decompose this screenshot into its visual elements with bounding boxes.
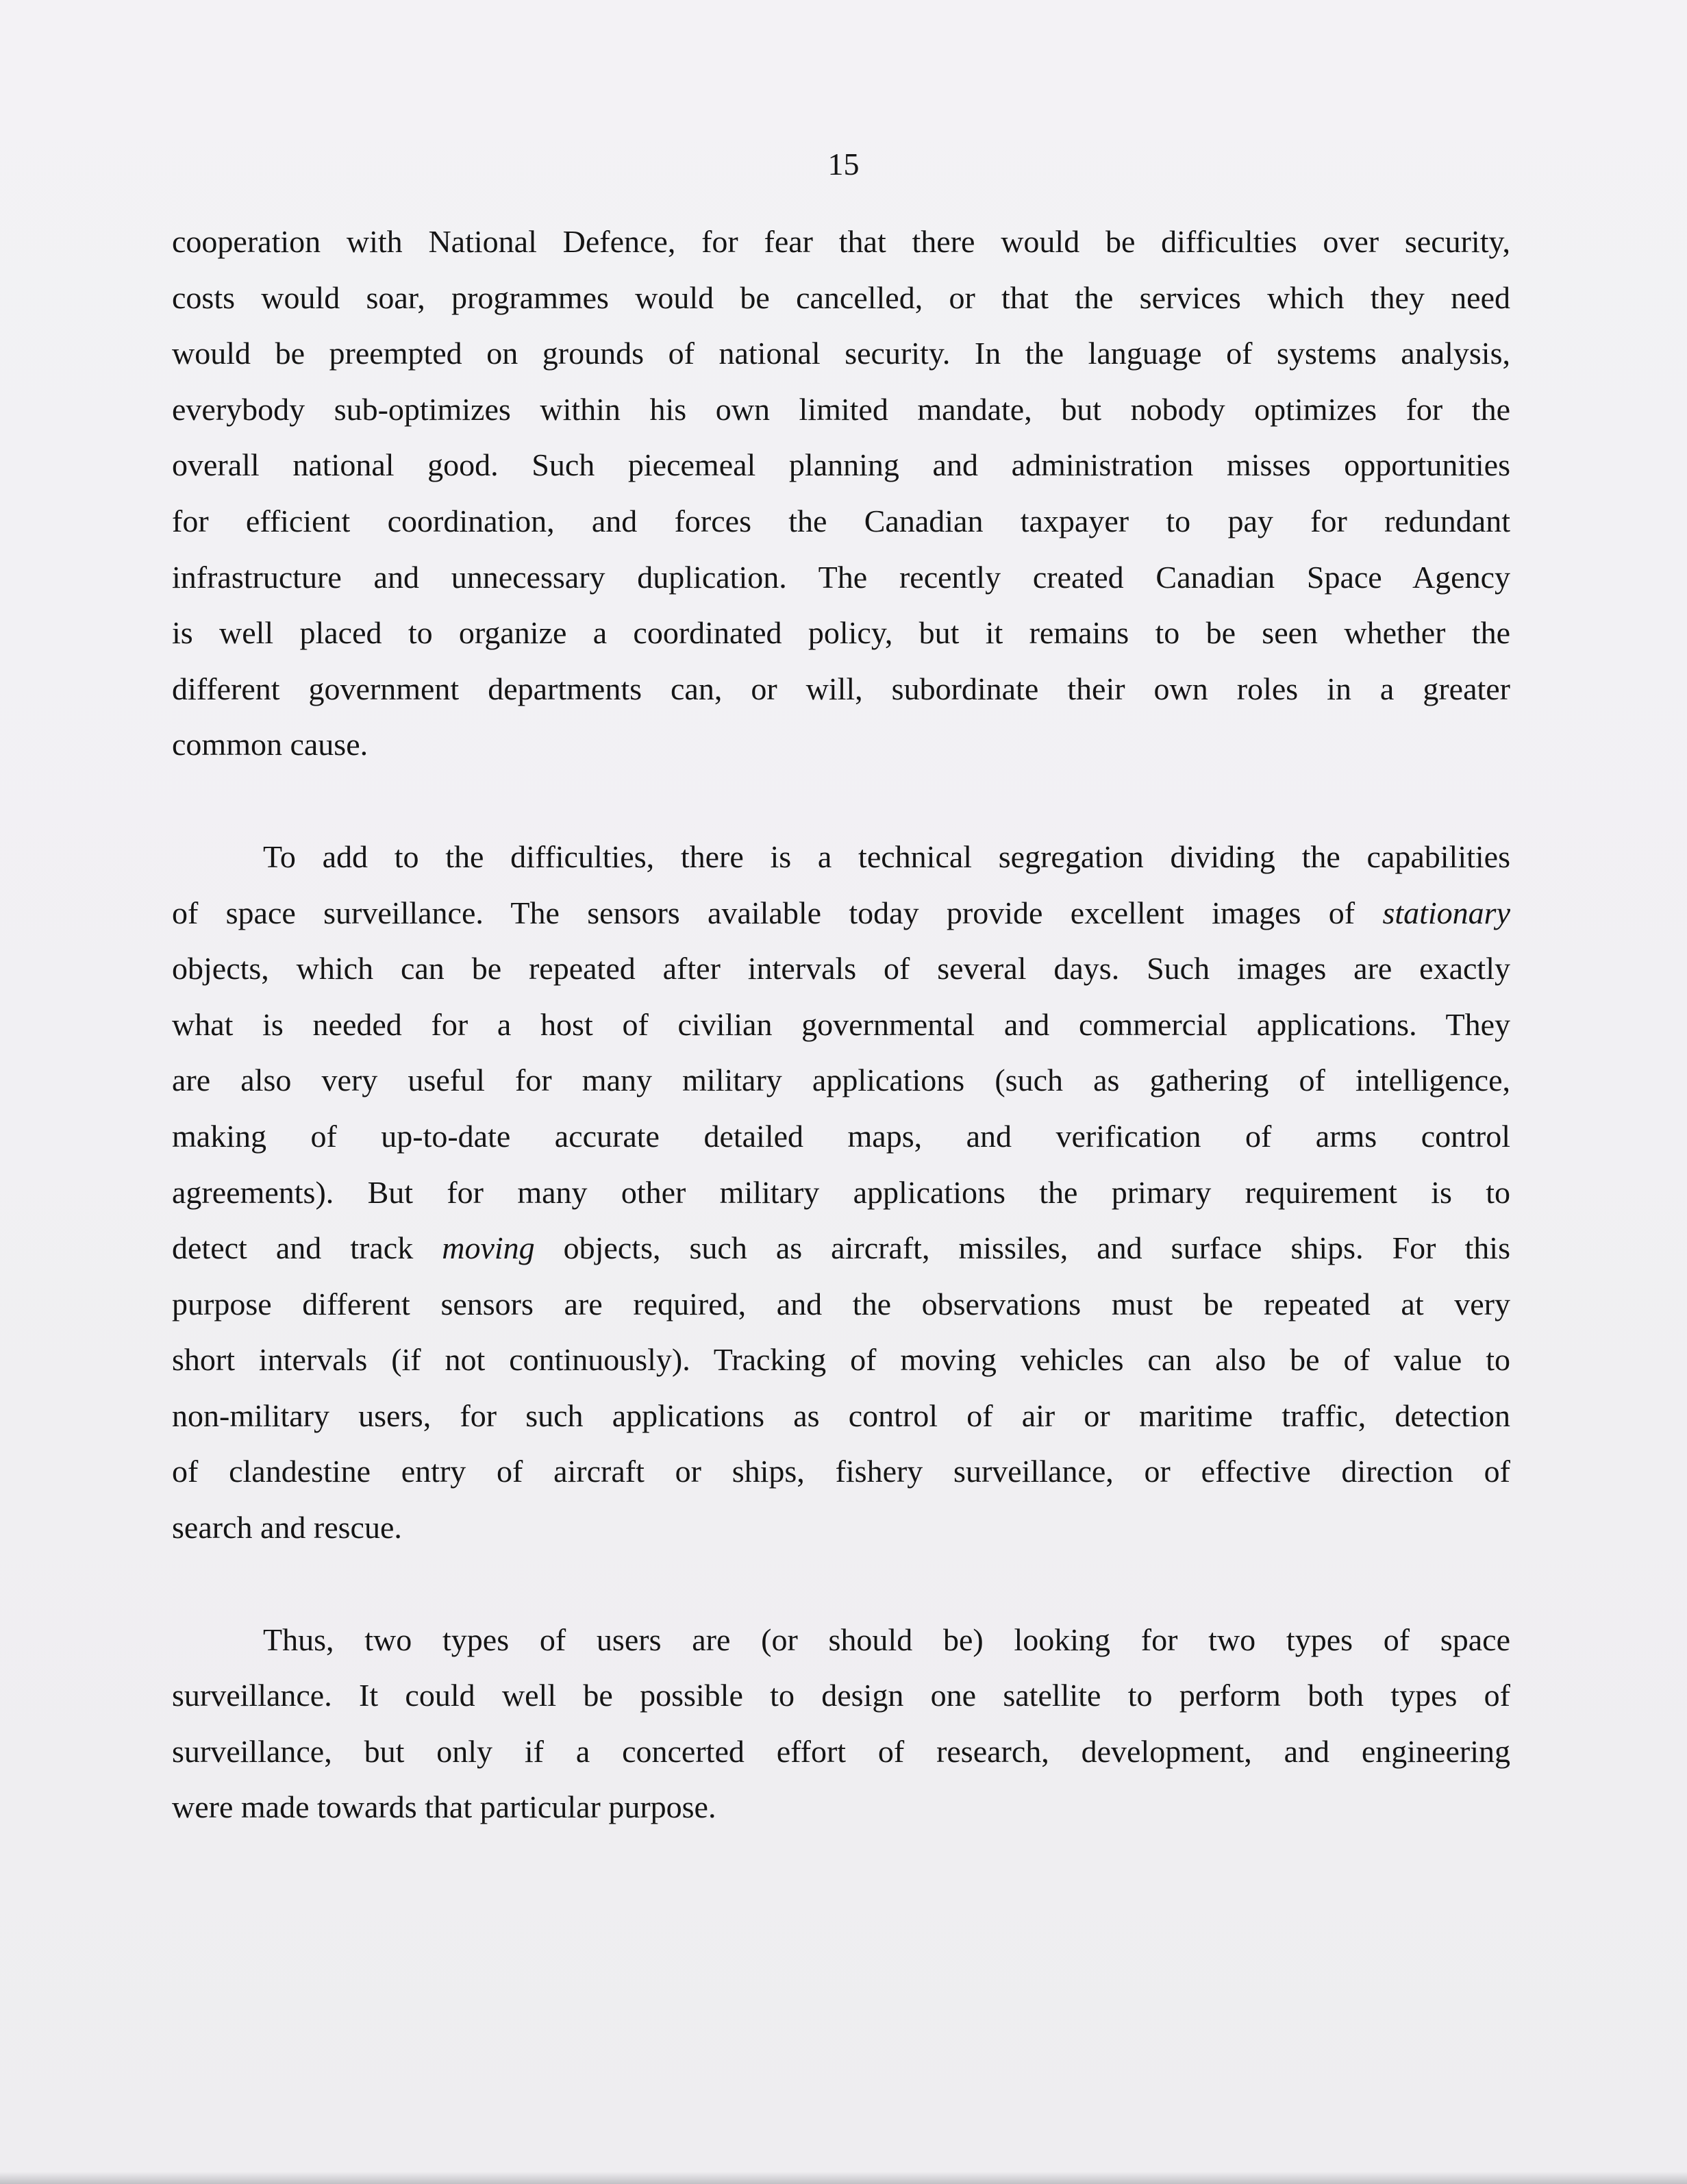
text-line: cooperation with National Defence, for fear that there would be difficulties over security, bbox=[172, 224, 1510, 259]
text-line: short intervals (if not continuously). Tracking of moving vehicles can also be of value to bbox=[172, 1342, 1510, 1378]
text-segment: of space surveillance. The sensors available today provide excellent images of bbox=[172, 895, 1383, 930]
text-line: common cause. bbox=[172, 727, 368, 762]
text-line: everybody sub-optimizes within his own limited mandate, but nobody optimizes for the bbox=[172, 391, 1510, 427]
text-line: overall national good. Such piecemeal planning and administration misses opportunities bbox=[172, 447, 1510, 483]
text-line: purpose different sensors are required, and the observations must be repeated at very bbox=[172, 1286, 1510, 1321]
text-line: agreements). But for many other military applications the primary requirement is to bbox=[172, 1174, 1510, 1210]
text-line: objects, which can be repeated after intervals of several days. Such images are exactly bbox=[172, 951, 1510, 986]
text-line: making of up-to-date accurate detailed maps, and verification of arms control bbox=[172, 1118, 1510, 1154]
text-line bbox=[172, 885, 1510, 941]
text-line bbox=[172, 1612, 1510, 1668]
paragraph-3 bbox=[172, 1612, 1510, 1835]
text-segment: To add to the difficulties, there is a technical segregation dividing the capabilities bbox=[263, 839, 1510, 874]
text-line: were made towards that particular purpose. bbox=[172, 1789, 716, 1825]
italic-term-stationary: stationary bbox=[1382, 895, 1510, 930]
italic-term-moving: moving bbox=[442, 1230, 535, 1266]
text-line: what is needed for a host of civilian governmental and commercial applications. They bbox=[172, 1006, 1510, 1042]
paragraph-1 bbox=[172, 214, 1510, 773]
text-line: would be preempted on grounds of national security. In the language of systems analysis, bbox=[172, 336, 1510, 371]
text-line: surveillance, but only if a concerted effort of research, development, and engineering bbox=[172, 1733, 1510, 1769]
text-line: costs would soar, programmes would be cancelled, or that the services which they need bbox=[172, 280, 1510, 315]
text-line: infrastructure and unnecessary duplication. The recently created Canadian Space Agency bbox=[172, 559, 1510, 595]
text-line: different government departments can, or will, subordinate their own roles in a greater bbox=[172, 671, 1510, 706]
scan-edge-shadow bbox=[0, 2172, 1687, 2184]
text-line: search and rescue. bbox=[172, 1510, 402, 1546]
text-line bbox=[172, 1220, 1510, 1276]
text-segment: objects, such as aircraft, missiles, and surface ships. For this bbox=[534, 1230, 1510, 1266]
text-line: of clandestine entry of aircraft or ships, fishery surveillance, or effective direction of bbox=[172, 1454, 1510, 1489]
body-text bbox=[172, 214, 1510, 1891]
paragraph-2 bbox=[172, 829, 1510, 1556]
text-line bbox=[172, 829, 1510, 885]
text-line: for efficient coordination, and forces the Canadian taxpayer to pay for redundant bbox=[172, 503, 1510, 538]
text-segment: Thus, two types of users are (or should be) looking for two types of space bbox=[263, 1622, 1510, 1657]
page-number: 15 bbox=[827, 147, 860, 182]
text-segment: detect and track bbox=[172, 1230, 442, 1266]
text-line: non-military users, for such applications as control of air or maritime traffic, detection bbox=[172, 1398, 1510, 1433]
text-line: surveillance. It could well be possible to design one satellite to perform both types of bbox=[172, 1678, 1510, 1713]
text-line: is well placed to organize a coordinated policy, but it remains to be seen whether the bbox=[172, 615, 1510, 651]
text-line: are also very useful for many military applications (such as gathering of intelligence, bbox=[172, 1063, 1510, 1098]
